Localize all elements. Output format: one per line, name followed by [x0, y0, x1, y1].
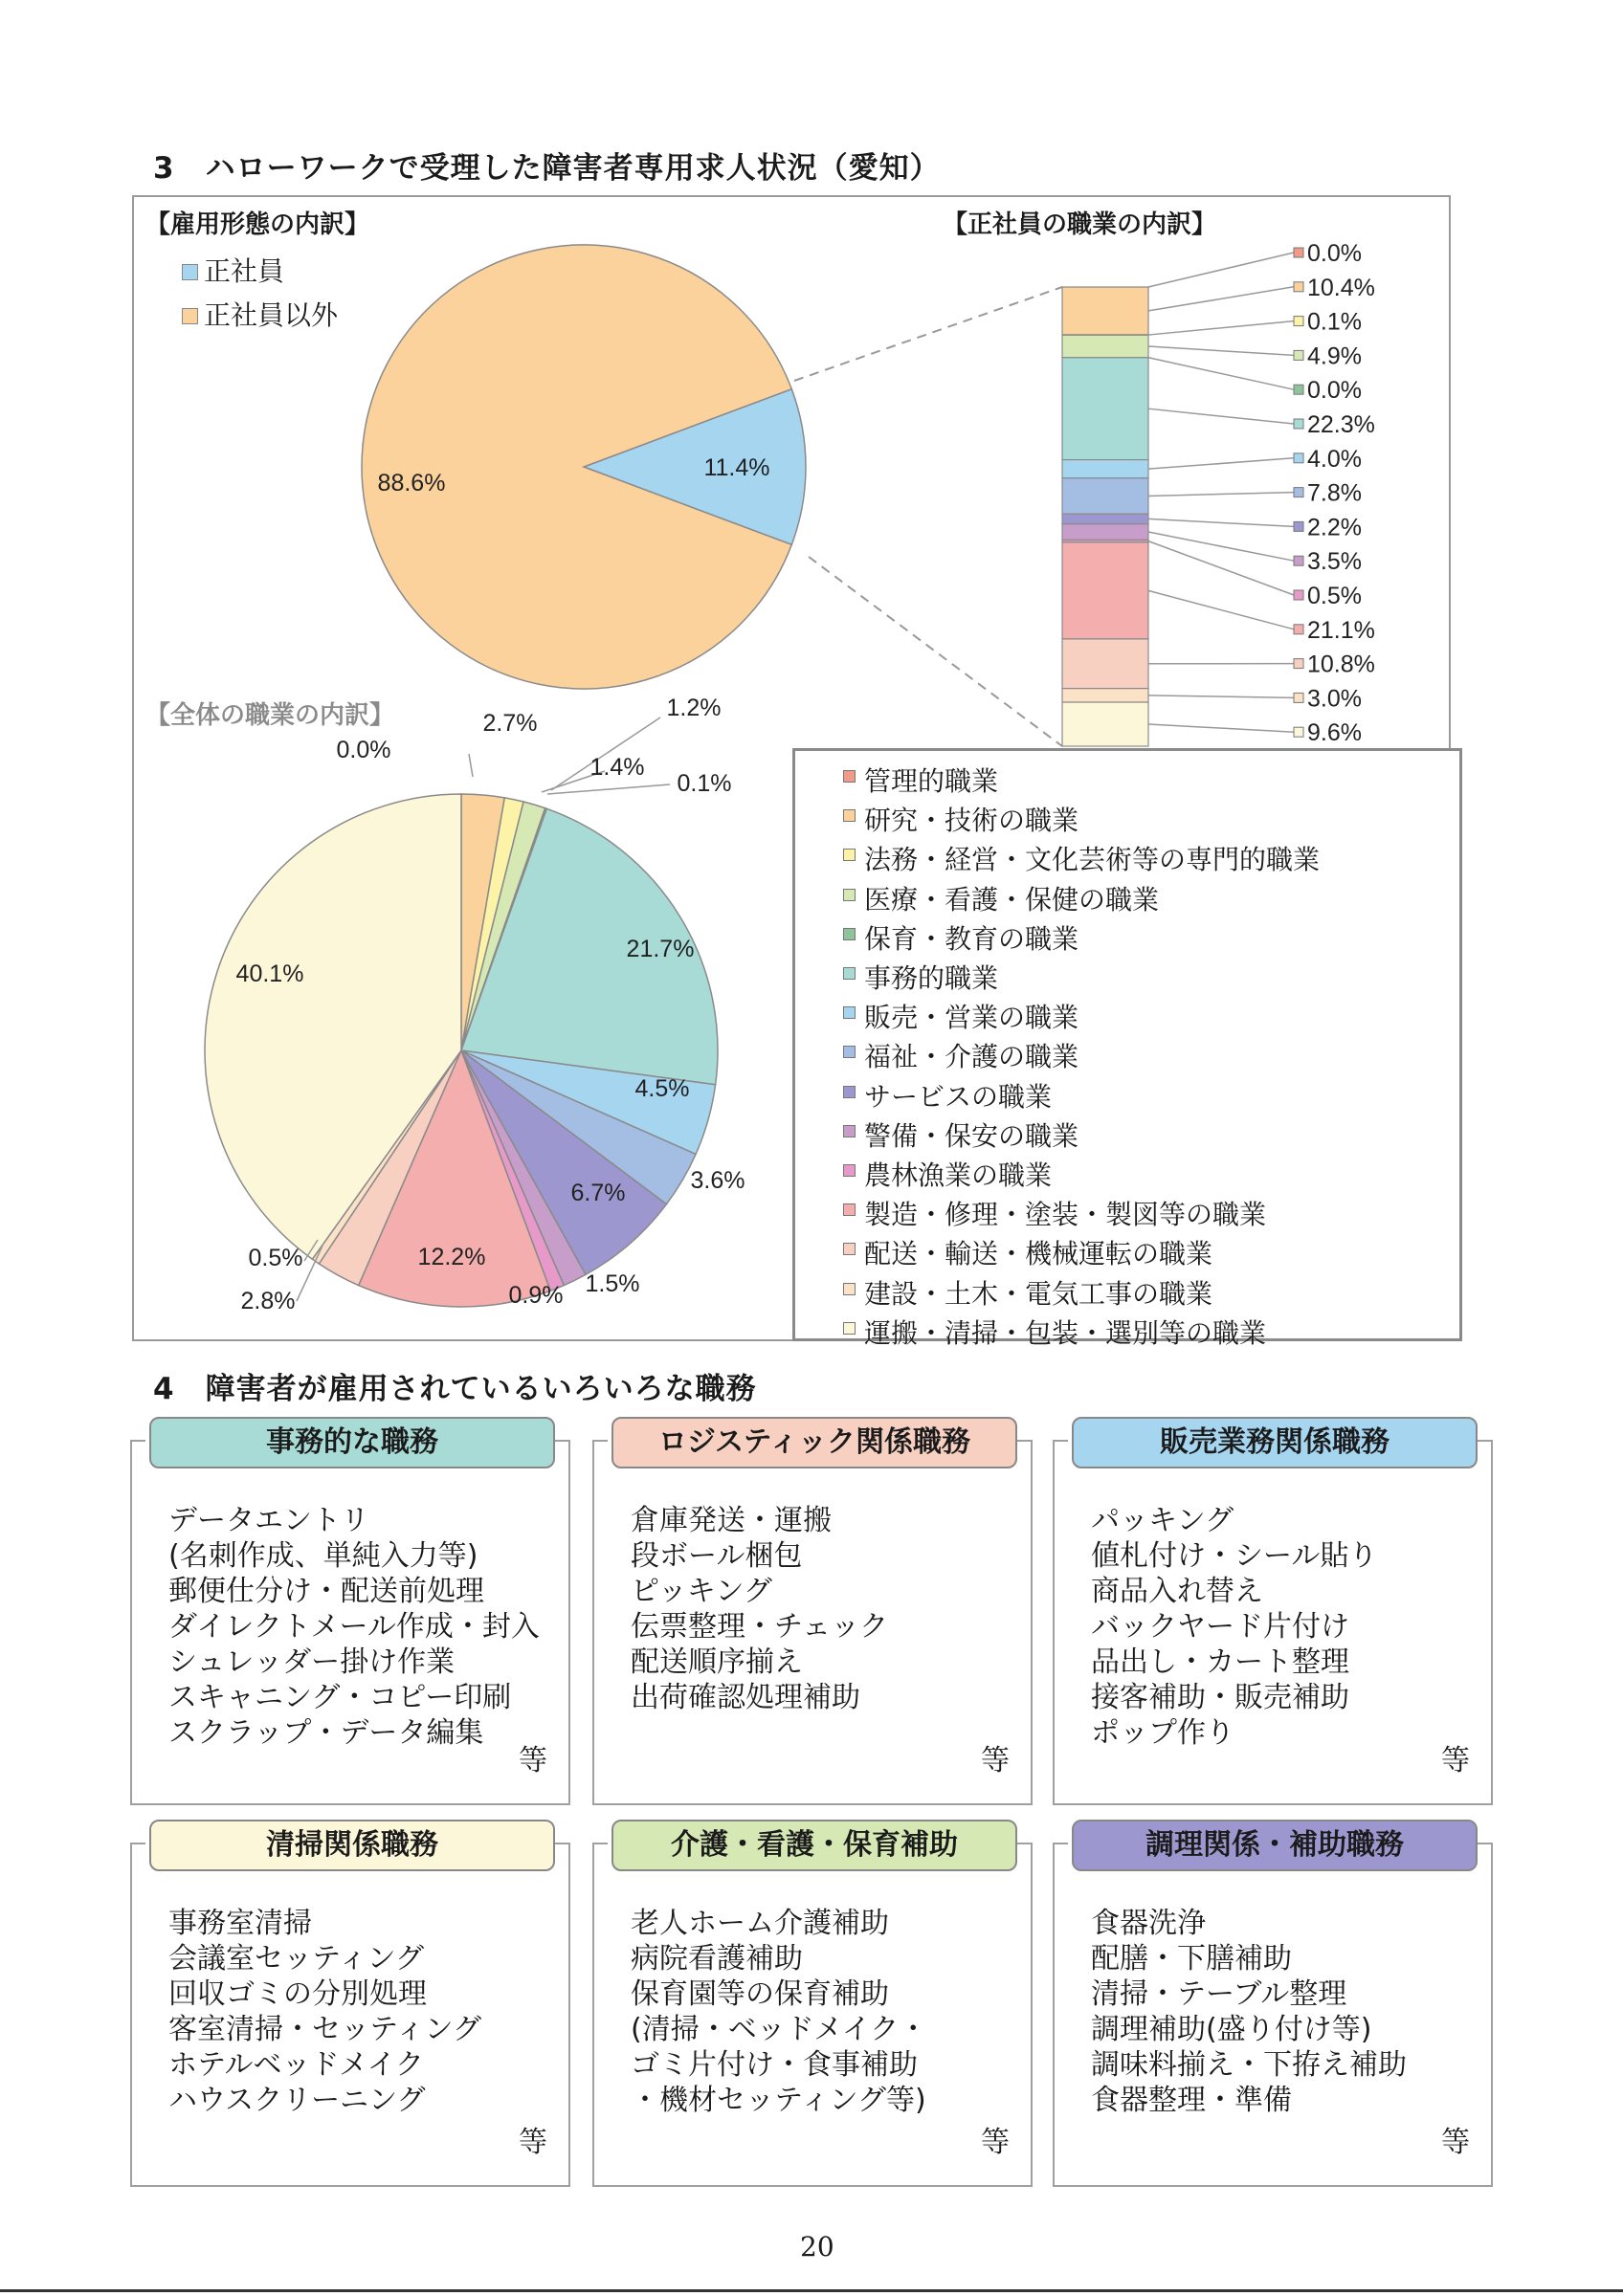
bar-leader [1148, 724, 1294, 732]
job-box-title: ロジスティック関係職務 [611, 1417, 1017, 1468]
job-item: 事務室清掃 [168, 1907, 312, 1940]
pie2-label: 1.5% [585, 1270, 640, 1297]
job-items [631, 1503, 888, 1715]
bar-label-swatch [1294, 453, 1303, 463]
bar-leader [1148, 358, 1294, 389]
bar-label-swatch [1294, 317, 1303, 326]
legend-item [864, 879, 1159, 917]
bar-label: 10.4% [1307, 274, 1375, 301]
pie2-label: 12.2% [417, 1244, 486, 1270]
pie2-label: 1.4% [589, 754, 645, 781]
job-item: 配膳・下膳補助 [1091, 1942, 1292, 1976]
pie2-label: 0.5% [248, 1245, 303, 1271]
pie1-label: 11.4% [703, 454, 770, 481]
job-box [1053, 1828, 1493, 2187]
pie2-label: 3.6% [690, 1167, 745, 1194]
bar-segment [1062, 702, 1148, 746]
job-item: 会議室セッティング [168, 1942, 424, 1976]
bar-label: 10.8% [1307, 651, 1375, 678]
box-top-line [132, 1440, 145, 1442]
legend-item [864, 997, 1078, 1035]
job-items [631, 1906, 927, 2118]
job-box [592, 1425, 1033, 1805]
box-top-line [1017, 1843, 1031, 1844]
bar-leader [1148, 253, 1294, 287]
legend-item [864, 800, 1078, 838]
legend-label: 製造・修理・塗装・製図等の職業 [864, 1199, 1267, 1231]
legend-label: 警備・保安の職業 [864, 1119, 1079, 1152]
job-item: 保育園等の保育補助 [631, 1977, 889, 2011]
overall-pie [205, 695, 745, 1314]
bar-label: 0.1% [1307, 308, 1362, 336]
job-item: 食器整理・準備 [1091, 2084, 1292, 2117]
job-item: (名刺作成、単純入力等) [168, 1539, 478, 1573]
job-item: データエントリ [168, 1504, 369, 1537]
bar-leader [1148, 493, 1294, 497]
employment-pie [362, 245, 806, 689]
bar-segment [1062, 460, 1148, 478]
job-item: 回収ゴミの分別処理 [168, 1977, 427, 2011]
job-item: 配送順序揃え [631, 1645, 803, 1679]
legend-item [864, 958, 998, 996]
regular-breakdown-label: 【正社員の職業の内訳】 [943, 210, 1217, 239]
job-box-title: 調理関係・補助職務 [1072, 1820, 1478, 1871]
bar-label: 21.1% [1307, 616, 1375, 644]
connector-line [809, 557, 1062, 746]
legend-label: 法務・経営・文化芸術等の専門的職業 [864, 844, 1321, 876]
pie2-label: 4.5% [634, 1075, 690, 1102]
job-item: 倉庫発送・運搬 [631, 1504, 832, 1537]
legend-item [864, 1036, 1078, 1074]
bar-label-swatch [1294, 625, 1303, 634]
box-top-line [1478, 1843, 1491, 1844]
legend-label: 正社員以外 [204, 299, 339, 331]
legend-swatch [843, 1203, 856, 1216]
bottom-rule [0, 2289, 1623, 2292]
bar-label: 4.9% [1307, 342, 1362, 370]
legend-label: 正社員 [204, 255, 285, 287]
pie2-label: 2.8% [240, 1288, 296, 1314]
legend-label: 農林漁業の職業 [864, 1159, 1053, 1191]
bar-segment [1062, 358, 1148, 460]
pie2-label: 1.2% [666, 695, 722, 721]
job-box-title: 介護・看護・保育補助 [611, 1820, 1017, 1871]
legend-label: 福祉・介護の職業 [864, 1041, 1079, 1073]
bar-label-swatch [1294, 282, 1303, 292]
legend-swatch [843, 809, 856, 822]
job-item: ピッキング [631, 1575, 772, 1608]
legend-label: 管理的職業 [864, 765, 999, 797]
pie2-label: 21.7% [626, 936, 695, 962]
job-item: ハウスクリーニング [168, 2084, 426, 2117]
job-item: スキャニング・コピー印刷 [168, 1681, 512, 1714]
bar-label: 9.6% [1307, 719, 1362, 747]
box-top-line [594, 1440, 608, 1442]
bar-label: 3.5% [1307, 548, 1362, 576]
job-item: 病院看護補助 [631, 1942, 803, 1976]
legend-label: 研究・技術の職業 [864, 805, 1079, 837]
bar-label: 0.5% [1307, 583, 1362, 609]
job-item: 調理補助(盛り付け等) [1091, 2013, 1372, 2046]
legend-swatch [843, 1283, 856, 1295]
job-item: 客室清掃・セッティング [168, 2013, 481, 2046]
job-item: 段ボール梱包 [631, 1539, 803, 1573]
job-item: ポップ作り [1091, 1716, 1234, 1750]
job-item: ホテルベッドメイク [168, 2048, 424, 2082]
bar-leader [1148, 458, 1294, 469]
pie2-label: 2.7% [482, 710, 538, 737]
bar-label: 3.0% [1307, 685, 1362, 713]
job-items [168, 1503, 540, 1751]
pie2-label: 0.1% [677, 770, 732, 797]
job-box-title: 事務的な職務 [149, 1417, 555, 1468]
legend-swatch [843, 1006, 856, 1019]
box-top-line [1017, 1440, 1031, 1442]
bar-label-swatch [1294, 488, 1303, 497]
bar-label: 4.0% [1307, 445, 1362, 473]
bar-segment [1062, 524, 1148, 541]
pie2-leader [547, 784, 670, 794]
legend-swatch [843, 889, 856, 901]
job-item: (清掃・ベッドメイク・ [631, 2013, 928, 2046]
section4-title: 4 障害者が雇用されているいろいろな職務 [153, 1372, 757, 1406]
etc-label: 等 [519, 2126, 547, 2159]
bar-segment [1062, 514, 1148, 524]
legend-swatch [843, 1125, 856, 1137]
legend-swatch [843, 1046, 856, 1058]
pie2-label: 0.9% [508, 1282, 564, 1309]
legend-item [864, 1194, 1266, 1232]
bar-segment [1062, 287, 1148, 335]
bar-label-swatch [1294, 521, 1303, 531]
bar-label-swatch [1294, 248, 1303, 257]
legend-label: 保育・教育の職業 [864, 922, 1079, 955]
job-item: 商品入れ替え [1091, 1575, 1263, 1608]
overall-breakdown-label: 【全体の職業の内訳】 [145, 701, 395, 730]
job-item: 品出し・カート整理 [1091, 1645, 1349, 1679]
etc-label: 等 [519, 1744, 547, 1777]
bar-label-swatch [1294, 385, 1303, 394]
pie1-label: 88.6% [377, 470, 446, 497]
etc-label: 等 [1441, 2126, 1470, 2159]
pie2-label: 6.7% [570, 1180, 626, 1206]
etc-label: 等 [981, 1744, 1010, 1777]
bar-label-swatch [1294, 727, 1303, 737]
legend-swatch [843, 928, 856, 940]
legend-label: 建設・土木・電気工事の職業 [864, 1277, 1213, 1310]
bar-segment [1062, 639, 1148, 689]
bar-leader [1148, 532, 1294, 561]
job-item: 清掃・テーブル整理 [1091, 1977, 1347, 2011]
legend-item [864, 1155, 1052, 1193]
job-item: シュレッダー掛け作業 [168, 1645, 456, 1679]
legend-label: 運搬・清掃・包装・選別等の職業 [864, 1316, 1267, 1349]
bar-leader [1148, 408, 1294, 424]
job-items [1091, 1503, 1377, 1751]
pie2-label: 40.1% [235, 960, 304, 987]
bar-label: 22.3% [1307, 411, 1375, 438]
job-item: 郵便仕分け・配送前処理 [168, 1575, 484, 1608]
legend-swatch [843, 1243, 856, 1255]
job-item: ダイレクトメール作成・封入 [168, 1610, 540, 1644]
legend-swatch [843, 1322, 856, 1335]
legend-item [864, 1273, 1212, 1312]
pie2-leader [469, 754, 473, 777]
legend-label: サービスの職業 [864, 1080, 1053, 1113]
legend-swatch [843, 967, 856, 980]
legend-swatch [843, 849, 856, 861]
job-item: 食器洗浄 [1091, 1907, 1206, 1940]
bar-leader [1148, 346, 1294, 355]
job-item: 出荷確認処理補助 [631, 1681, 860, 1714]
occupation-legend [792, 748, 1462, 1349]
job-box [1053, 1425, 1493, 1805]
bar-label: 2.2% [1307, 514, 1362, 541]
bar-segment [1062, 689, 1148, 702]
job-item: 伝票整理・チェック [631, 1610, 889, 1644]
legend-item [864, 839, 1320, 877]
box-top-line [555, 1440, 568, 1442]
legend-item [864, 918, 1078, 957]
pie-to-bar-connectors [794, 287, 1062, 746]
legend-label: 配送・輸送・機械運転の職業 [864, 1238, 1213, 1270]
job-item: バックヤード片付け [1091, 1610, 1349, 1644]
box-top-line [1055, 1843, 1068, 1844]
legend-item [864, 1076, 1052, 1115]
box-top-line [594, 1843, 608, 1844]
job-item: ゴミ片付け・食事補助 [631, 2048, 918, 2082]
bar-segment [1062, 335, 1148, 357]
employment-label: 【雇用形態の内訳】 [145, 210, 370, 239]
legend-label: 医療・看護・保健の職業 [864, 883, 1160, 916]
bar-label-swatch [1294, 659, 1303, 669]
regular-stacked-bar [1062, 240, 1375, 746]
etc-label: 等 [981, 2126, 1010, 2159]
bar-leader [1148, 287, 1294, 311]
bar-label-swatch [1294, 590, 1303, 600]
legend-label: 販売・営業の職業 [864, 1002, 1079, 1034]
bar-label-swatch [1294, 556, 1303, 565]
bar-segment [1062, 478, 1148, 514]
bar-leader [1148, 321, 1294, 335]
job-items [168, 1906, 481, 2118]
job-box [130, 1828, 570, 2187]
bar-leader [1148, 541, 1294, 595]
box-top-line [1055, 1440, 1068, 1442]
page-number: 20 [800, 2231, 834, 2263]
box-top-line [1478, 1440, 1491, 1442]
box-top-line [555, 1843, 568, 1844]
bar-leader [1148, 590, 1294, 629]
bar-leader [1148, 519, 1294, 526]
etc-label: 等 [1441, 1744, 1470, 1777]
job-item: 接客補助・販売補助 [1091, 1681, 1349, 1714]
legend-label: 事務的職業 [864, 962, 999, 994]
legend-item [864, 1313, 1266, 1351]
legend-swatch [843, 770, 856, 783]
bar-label-swatch [1294, 419, 1303, 429]
section3-title: 3 ハローワークで受理した障害者専用求人状況（愛知） [153, 151, 941, 186]
legend-item [864, 1115, 1078, 1154]
job-item: 老人ホーム介護補助 [631, 1907, 889, 1940]
connector-line [794, 287, 1062, 381]
pie2-label: 0.0% [336, 737, 391, 763]
bar-label: 0.0% [1307, 377, 1362, 405]
bar-leader [1148, 695, 1294, 698]
job-items [1091, 1906, 1407, 2118]
bar-segment [1062, 542, 1148, 639]
bar-label: 0.0% [1307, 240, 1362, 267]
bar-label-swatch [1294, 350, 1303, 360]
legend-swatch [843, 1086, 856, 1098]
job-box [592, 1828, 1033, 2187]
job-item: 値札付け・シール貼り [1091, 1539, 1378, 1573]
legend-item [864, 1233, 1212, 1271]
legend-swatch [843, 1164, 856, 1177]
job-item: ・機材セッティング等) [631, 2084, 926, 2117]
job-box-title: 販売業務関係職務 [1072, 1417, 1478, 1468]
job-box [130, 1425, 570, 1805]
job-box-title: 清掃関係職務 [149, 1820, 555, 1871]
bar-label: 7.8% [1307, 479, 1362, 507]
box-top-line [132, 1843, 145, 1844]
legend-item [864, 761, 998, 799]
job-item: 調味料揃え・下拵え補助 [1091, 2048, 1407, 2082]
bar-label-swatch [1294, 693, 1303, 702]
job-item: パッキング [1091, 1504, 1234, 1537]
job-item: スクラップ・データ編集 [168, 1716, 484, 1750]
